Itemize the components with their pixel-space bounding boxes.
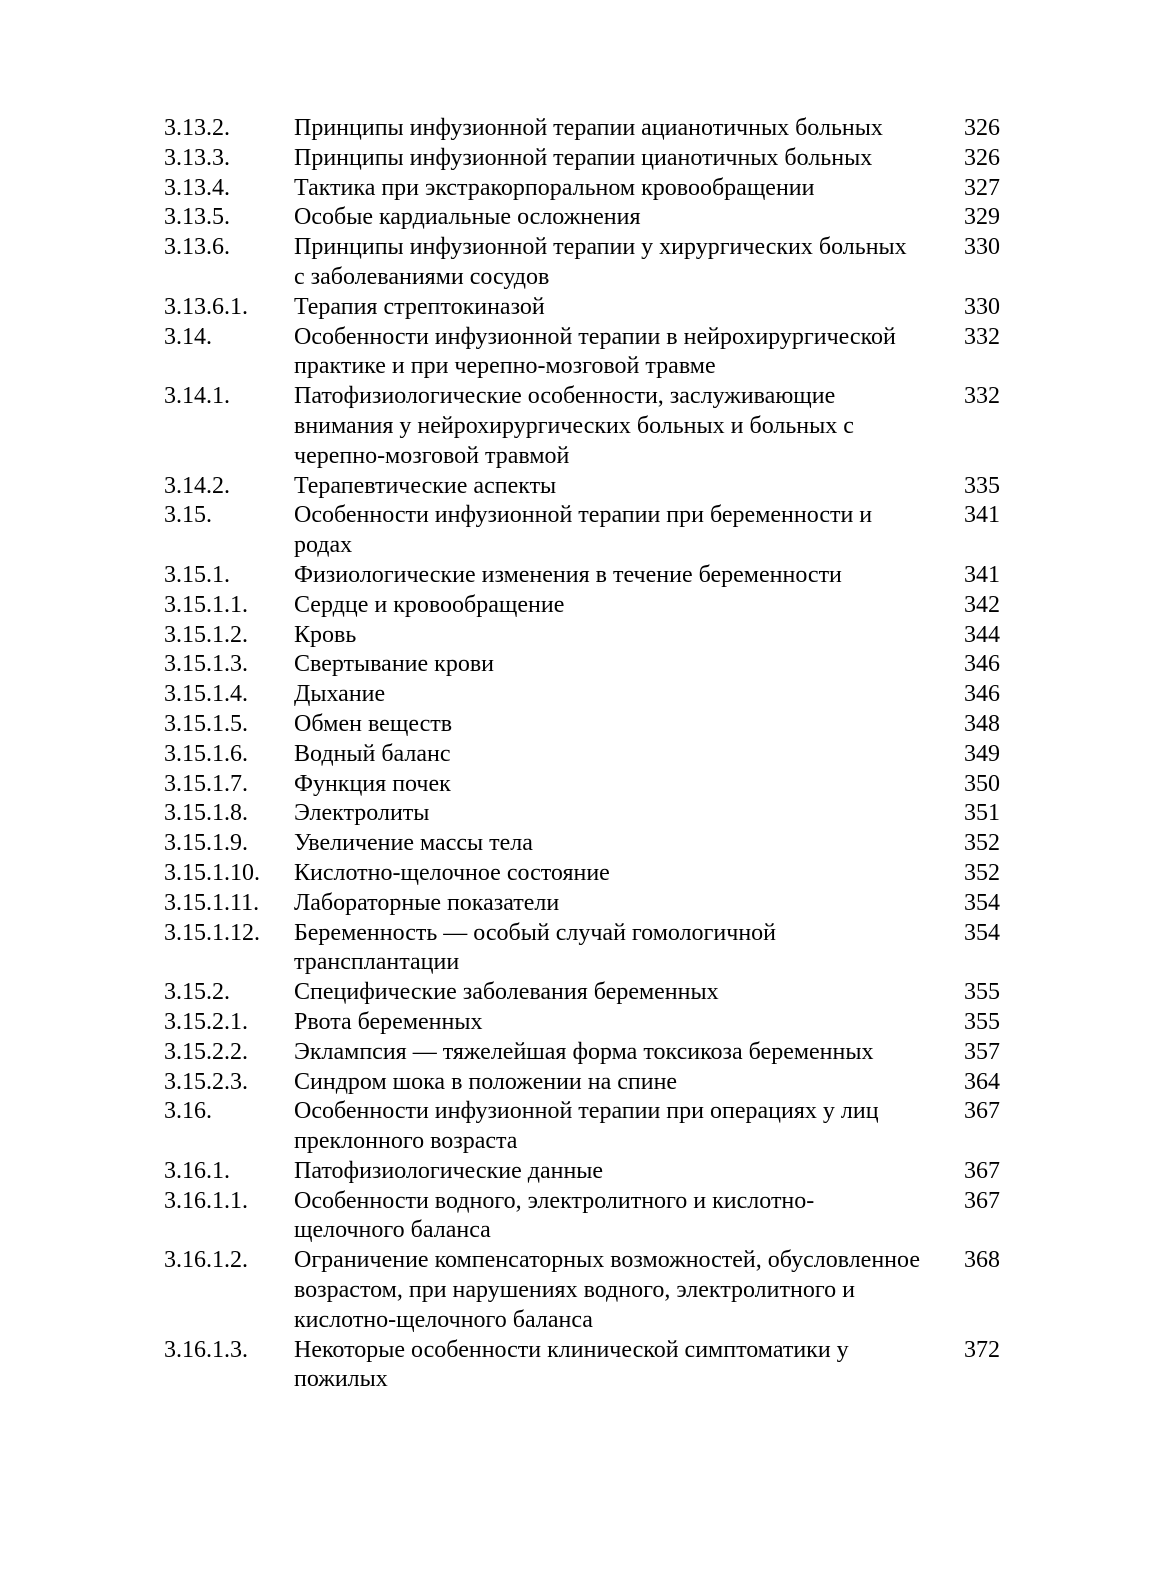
toc-entry — [164, 1097, 1000, 1157]
page-number: 341 — [964, 502, 1000, 529]
toc-entry — [164, 650, 1000, 680]
toc-entry — [164, 1187, 1000, 1247]
section-number: 3.14. — [164, 323, 212, 350]
page-number: 346 — [964, 651, 1000, 678]
toc-entry — [164, 770, 1000, 800]
page-number: 327 — [964, 174, 1000, 201]
page-number: 354 — [964, 919, 1000, 946]
section-title: Беременность — особый случай гомологичной трансплантации — [294, 919, 777, 976]
section-number: 3.15. — [164, 502, 212, 529]
section-number: 3.13.6.1. — [164, 293, 248, 320]
section-number: 3.15.1.5. — [164, 710, 248, 737]
section-number: 3.16.1.3. — [164, 1336, 248, 1363]
section-title: Патофизиологические особенности, заслуживающие внимания у нейрохирургических больных и больных с черепно-мозговой травмой — [294, 383, 854, 469]
section-number: 3.15.2. — [164, 979, 230, 1006]
section-title: Сердце и кровообращение — [294, 591, 565, 618]
section-title: Увеличение массы тела — [294, 830, 533, 857]
page-number: 352 — [964, 830, 1000, 857]
page-number: 351 — [964, 800, 1000, 827]
page-number: 355 — [964, 979, 1000, 1006]
section-title: Физиологические изменения в течение беременности — [294, 561, 842, 588]
toc-entry — [164, 591, 1000, 621]
section-number: 3.15.1.3. — [164, 651, 248, 678]
page-number: 335 — [964, 472, 1000, 499]
page-number: 368 — [964, 1247, 1000, 1274]
page-number: 372 — [964, 1336, 1000, 1363]
section-number: 3.15.1. — [164, 561, 230, 588]
toc-entry — [164, 174, 1000, 204]
toc-entry — [164, 1336, 1000, 1396]
section-number: 3.13.6. — [164, 234, 230, 261]
section-title: Особенности водного, электролитного и кислотно-щелочного баланса — [294, 1187, 815, 1244]
page-number: 344 — [964, 621, 1000, 648]
toc-entry — [164, 740, 1000, 770]
toc-entry — [164, 680, 1000, 710]
section-number: 3.15.1.7. — [164, 770, 248, 797]
section-title: Кровь — [294, 621, 357, 648]
page-number: 326 — [964, 115, 1000, 141]
page-number: 342 — [964, 591, 1000, 618]
toc-entry — [164, 472, 1000, 502]
section-title: Функция почек — [294, 770, 451, 797]
toc-entry — [164, 1038, 1000, 1068]
toc-entry — [164, 1157, 1000, 1187]
section-title: Принципы инфузионной терапии ацианотичных больных — [294, 115, 883, 141]
page-number: 349 — [964, 740, 1000, 767]
toc-entry — [164, 1008, 1000, 1038]
page-number: 332 — [964, 323, 1000, 350]
toc-entry — [164, 710, 1000, 740]
section-title: Специфические заболевания беременных — [294, 979, 719, 1006]
table-of-contents — [164, 114, 1000, 1395]
page-number: 341 — [964, 561, 1000, 588]
section-number: 3.16.1. — [164, 1157, 230, 1184]
section-title: Дыхание — [294, 681, 386, 708]
section-title: Лабораторные показатели — [294, 889, 560, 916]
section-title: Ограничение компенсаторных возможностей, обусловленное возрастом, при нарушениях водного, электролитного и кислотно-щелочного баланса — [294, 1247, 920, 1333]
page-number: 329 — [964, 204, 1000, 231]
section-number: 3.16. — [164, 1098, 212, 1125]
section-number: 3.15.1.1. — [164, 591, 248, 618]
section-title: Водный баланс — [294, 740, 451, 767]
page-number: 350 — [964, 770, 1000, 797]
section-title: Особенности инфузионной терапии в нейрохирургической практике и при черепно-мозговой травме — [294, 323, 896, 380]
section-number: 3.15.1.8. — [164, 800, 248, 827]
section-number: 3.16.1.1. — [164, 1187, 248, 1214]
toc-entry — [164, 978, 1000, 1008]
page-number: 357 — [964, 1038, 1000, 1065]
section-number: 3.13.4. — [164, 174, 230, 201]
toc-entry — [164, 829, 1000, 859]
toc-entry — [164, 323, 1000, 383]
page-number: 330 — [964, 234, 1000, 261]
page-number: 352 — [964, 859, 1000, 886]
toc-entry — [164, 144, 1000, 174]
section-title: Эклампсия — тяжелейшая форма токсикоза беременных — [294, 1038, 874, 1065]
section-number: 3.15.1.9. — [164, 830, 248, 857]
section-title: Терапевтические аспекты — [294, 472, 557, 499]
toc-entry — [164, 919, 1000, 979]
toc-entry — [164, 293, 1000, 323]
section-title: Кислотно-щелочное состояние — [294, 859, 610, 886]
section-title: Особенности инфузионной терапии при беременности и родах — [294, 502, 873, 559]
section-number: 3.15.2.1. — [164, 1008, 248, 1035]
toc-entry — [164, 621, 1000, 651]
section-number: 3.15.2.3. — [164, 1068, 248, 1095]
toc-entry — [164, 889, 1000, 919]
section-title: Патофизиологические данные — [294, 1157, 604, 1184]
page-number: 348 — [964, 710, 1000, 737]
section-number: 3.13.5. — [164, 204, 230, 231]
page-number: 326 — [964, 144, 1000, 171]
section-title: Свертывание крови — [294, 651, 494, 678]
toc-entry — [164, 501, 1000, 561]
section-number: 3.14.1. — [164, 383, 230, 410]
page-number: 354 — [964, 889, 1000, 916]
page-number: 332 — [964, 383, 1000, 410]
toc-entry — [164, 1246, 1000, 1335]
toc-entry — [164, 1068, 1000, 1098]
section-number: 3.13.2. — [164, 115, 230, 141]
section-title: Электролиты — [294, 800, 430, 827]
toc-entry — [164, 799, 1000, 829]
toc-entry — [164, 114, 1000, 144]
section-title: Принципы инфузионной терапии цианотичных больных — [294, 144, 873, 171]
section-number: 3.13.3. — [164, 144, 230, 171]
section-number: 3.15.1.2. — [164, 621, 248, 648]
toc-entry — [164, 561, 1000, 591]
toc-entry — [164, 382, 1000, 471]
toc-entry — [164, 203, 1000, 233]
section-number: 3.15.1.4. — [164, 681, 248, 708]
section-number: 3.15.2.2. — [164, 1038, 248, 1065]
page-number: 364 — [964, 1068, 1000, 1095]
section-title: Терапия стрептокиназой — [294, 293, 545, 320]
section-number: 3.15.1.11. — [164, 889, 260, 916]
section-title: Обмен веществ — [294, 710, 453, 737]
section-title: Тактика при экстракорпоральном кровообращении — [294, 174, 815, 201]
section-title: Синдром шока в положении на спине — [294, 1068, 678, 1095]
section-title: Особые кардиальные осложнения — [294, 204, 641, 231]
section-number: 3.15.1.6. — [164, 740, 248, 767]
toc-entry — [164, 233, 1000, 293]
page-number: 355 — [964, 1008, 1000, 1035]
section-number: 3.14.2. — [164, 472, 230, 499]
page-number: 367 — [964, 1098, 1000, 1125]
section-number: 3.15.1.10. — [164, 859, 260, 886]
page-number: 330 — [964, 293, 1000, 320]
page-number: 367 — [964, 1157, 1000, 1184]
section-title: Особенности инфузионной терапии при операциях у лиц преклонного возраста — [294, 1098, 879, 1155]
section-number: 3.16.1.2. — [164, 1247, 248, 1274]
page-number: 346 — [964, 681, 1000, 708]
section-number: 3.15.1.12. — [164, 919, 260, 946]
page-number: 367 — [964, 1187, 1000, 1214]
section-title: Принципы инфузионной терапии у хирургических больных с заболеваниями сосудов — [294, 234, 907, 290]
section-title: Некоторые особенности клинической симптоматики у пожилых — [294, 1336, 849, 1393]
section-title: Рвота беременных — [294, 1008, 483, 1035]
toc-entry — [164, 859, 1000, 889]
